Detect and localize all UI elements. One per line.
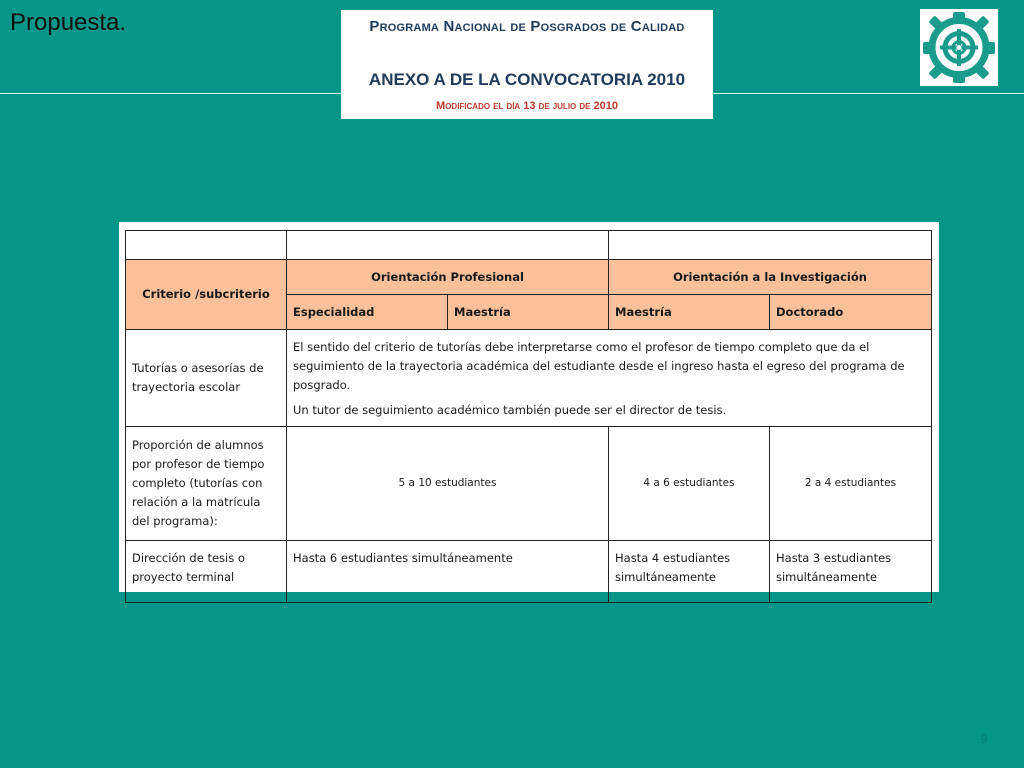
criteria-table <box>125 230 932 603</box>
program-name: Programa Nacional de Posgrados de Calidad <box>369 18 685 35</box>
criterio-header: Criterio /subcriterio <box>126 260 287 330</box>
table-row <box>126 427 932 541</box>
subheader-maestria-investigacion: Maestría <box>609 295 770 330</box>
value-cell: Hasta 4 estudiantes simultáneamente <box>609 541 770 603</box>
criterio-cell: Tutorías o asesorías de trayectoria escolar <box>126 330 287 427</box>
criterio-cell: Proporción de alumnos por profesor de tiempo completo (tutorías con relación a la matrícula del programa): <box>126 427 287 541</box>
tutorias-paragraph: El sentido del criterio de tutorías debe interpretarse como el profesor de tiempo completo que da el seguimiento de la trayectoria académica del estudiante desde el ingreso hasta el egreso del programa de posgrado. <box>293 340 905 392</box>
subheader-doctorado: Doctorado <box>770 295 932 330</box>
tutorias-paragraph: Un tutor de seguimiento académico también puede ser el director de tesis. <box>293 403 727 417</box>
table-cell <box>287 231 609 260</box>
modified-date: Modificado el día 13 de julio de 2010 <box>436 100 618 112</box>
page-number: 9 <box>980 732 988 746</box>
slide-title: Propuesta. <box>10 9 127 36</box>
table-cell <box>126 231 287 260</box>
value-cell: 5 a 10 estudiantes <box>287 427 609 541</box>
subheader-maestria-profesional: Maestría <box>448 295 609 330</box>
value-cell: 4 a 6 estudiantes <box>609 427 770 541</box>
table-header-row <box>126 260 932 295</box>
value-cell: 2 a 4 estudiantes <box>770 427 932 541</box>
group-header-investigacion: Orientación a la Investigación <box>609 260 932 295</box>
table-row <box>126 330 932 427</box>
group-header-profesional: Orientación Profesional <box>287 260 609 295</box>
value-cell: Hasta 6 estudiantes simultáneamente <box>287 541 609 603</box>
cinvestav-logo-icon <box>920 9 998 86</box>
tutorias-description <box>287 330 932 427</box>
table-row <box>126 541 932 603</box>
subheader-especialidad: Especialidad <box>287 295 448 330</box>
value-cell: Hasta 3 estudiantes simultáneamente <box>770 541 932 603</box>
criterio-cell: Dirección de tesis o proyecto terminal <box>126 541 287 603</box>
convocatoria-header-image <box>341 10 713 119</box>
table-cell <box>609 231 932 260</box>
annex-title: ANEXO A DE LA CONVOCATORIA 2010 <box>368 70 686 89</box>
criteria-table-image <box>119 222 939 592</box>
table-blank-row <box>126 231 932 260</box>
